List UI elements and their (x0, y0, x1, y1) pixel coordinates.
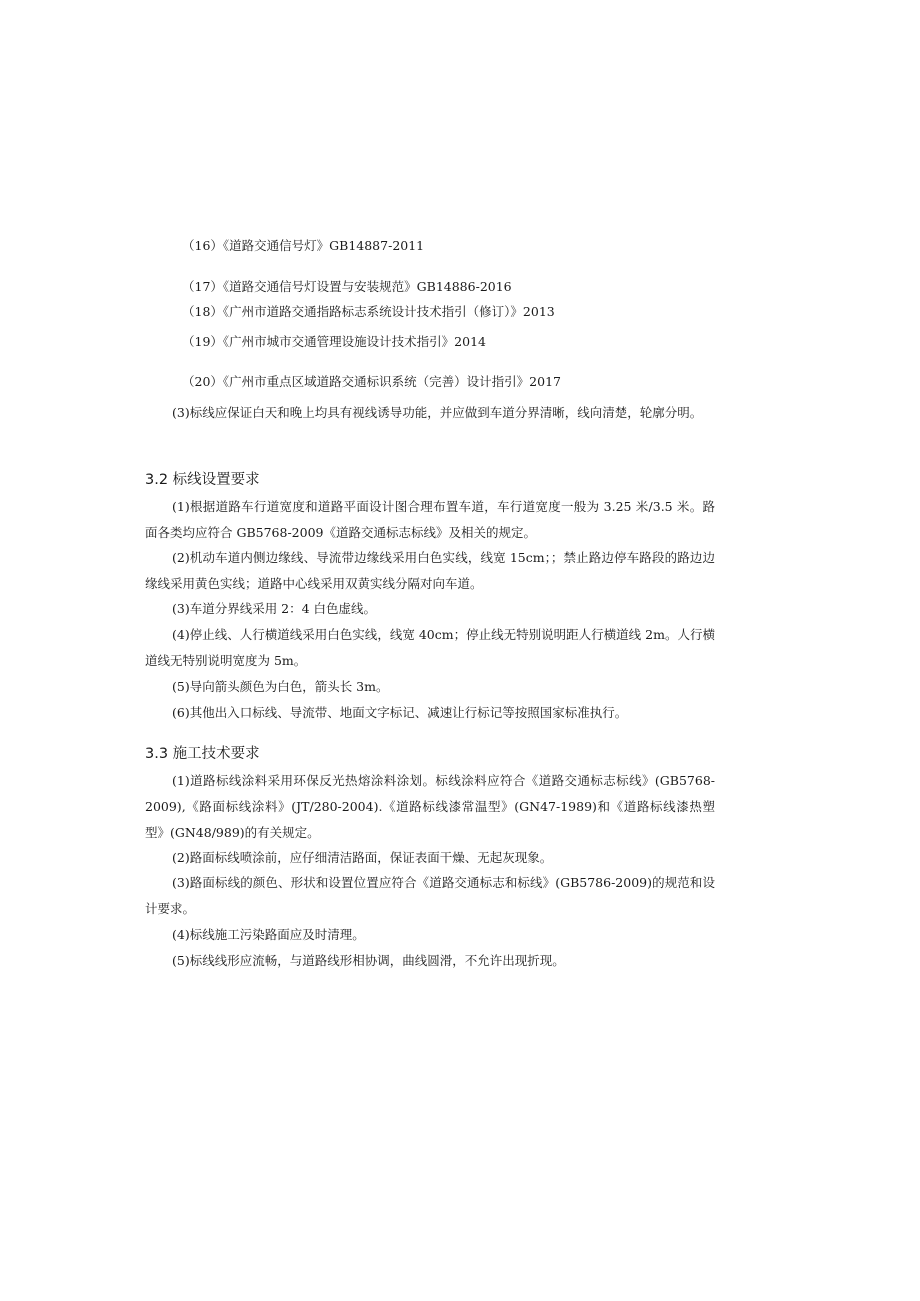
section-3-3-item-3: (3)路面标线的颜色、形状和设置位置应符合《道路交通标志和标线》(GB5786-2009)的规范和设计要求。 (145, 875, 715, 916)
intro-paragraph: (3)标线应保证白天和晚上均具有视线诱导功能，并应做到车道分界清晰，线向清楚，轮廓分明。 (172, 405, 703, 420)
section-3-3-title: 3.3 施工技术要求 (145, 746, 260, 762)
section-3-3-item-4: (4)标线施工污染路面应及时清理。 (172, 927, 365, 942)
reference-item-16: （16）《道路交通信号灯》GB14887-2011 (182, 238, 425, 253)
section-3-3-item-2: (2)路面标线喷涂前，应仔细清洁路面，保证表面干燥、无起灰现象。 (172, 850, 553, 865)
section-3-2-title: 3.2 标线设置要求 (145, 472, 260, 488)
reference-item-17: （17）《道路交通信号灯设置与安装规范》GB14886-2016 (182, 279, 512, 294)
section-3-2-item-4: (4)停止线、人行横道线采用白色实线，线宽 40cm；停止线无特别说明距人行横道线 2m。人行横道线无特别说明宽度为 5m。 (145, 627, 715, 668)
section-3-3-item-1: (1)道路标线涂料采用环保反光热熔涂料涂划。标线涂料应符合《道路交通标志标线》(GB5768-2009),《路面标线涂料》(JT/280-2004).《道路标线漆常温型》(GN47-1989)和《道路标线漆热塑型》(GN48/989)的有关规定。 (145, 773, 715, 840)
section-3-2-item-1: (1)根据道路车行道宽度和道路平面设计图合理布置车道，车行道宽度一般为 3.25 米/3.5 米。路面各类均应符合 GB5768-2009《道路交通标志标线》及相关的规定。 (145, 499, 715, 540)
reference-item-18: （18）《广州市道路交通指路标志系统设计技术指引（修订）》2013 (182, 304, 555, 319)
section-3-2-item-5: (5)导向箭头颜色为白色，箭头长 3m。 (172, 679, 389, 694)
reference-item-19: （19）《广州市城市交通管理设施设计技术指引》2014 (182, 334, 486, 349)
section-3-3-item-5: (5)标线线形应流畅，与道路线形相协调，曲线圆滑，不允许出现折现。 (172, 953, 565, 968)
reference-item-20: （20）《广州市重点区域道路交通标识系统（完善）设计指引》2017 (182, 374, 561, 389)
section-3-2-item-6: (6)其他出入口标线、导流带、地面文字标记、减速让行标记等按照国家标准执行。 (172, 705, 628, 720)
section-3-2-item-2: (2)机动车道内侧边缘线、导流带边缘线采用白色实线，线宽 15cm；；禁止路边停车路段的路边边缘线采用黄色实线；道路中心线采用双黄实线分隔对向车道。 (145, 550, 715, 591)
section-3-2-item-3: (3)车道分界线采用 2：4 白色虚线。 (172, 601, 377, 616)
